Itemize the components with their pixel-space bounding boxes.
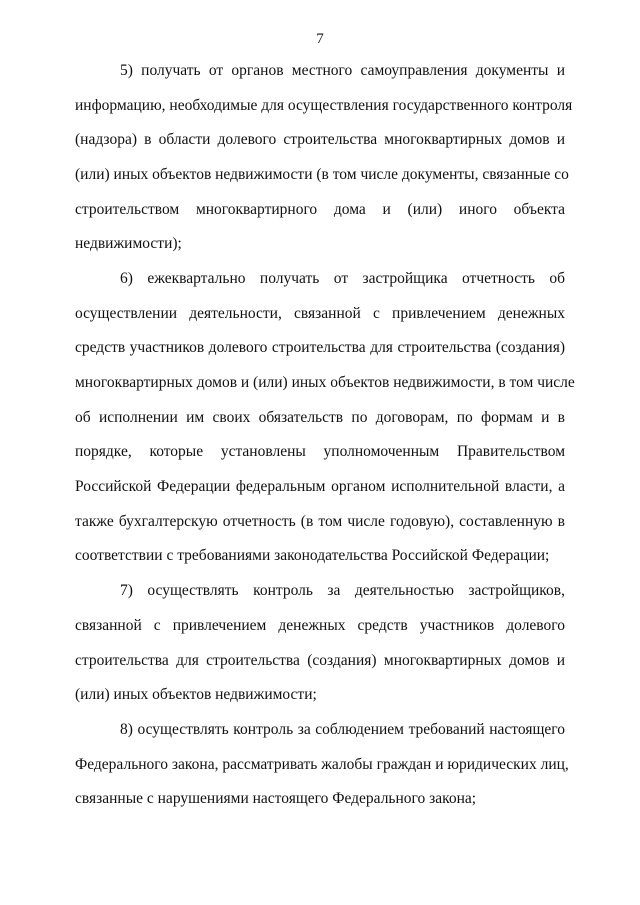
paragraph-8-line: связанные с нарушениями настоящего Федерального закона; [75,790,477,807]
paragraph-6-line: многоквартирных домов и (или) иных объектов недвижимости, в том числе [75,374,575,391]
paragraph-6-line: Российской Федерации федеральным органом исполнительной власти, а [75,478,565,495]
paragraph-6-line: соответствии с требованиями законодательства Российской Федерации; [75,547,550,564]
paragraph-5-line: (надзора) в области долевого строительства многоквартирных домов и [75,131,565,148]
paragraph-6-line: порядке, которые установлены уполномоченным Правительством [75,443,565,460]
paragraph-7-line: (или) иных объектов недвижимости; [75,686,317,703]
paragraph-5-line: недвижимости); [75,235,182,252]
paragraph-7-line: строительства для строительства (создания) многоквартирных домов и [75,652,565,669]
paragraph-6-line: также бухгалтерскую отчетность (в том числе годовую), составленную в [75,513,565,530]
paragraph-7-line: 7) осуществлять контроль за деятельностью застройщиков, [120,582,565,599]
paragraph-8-line: 8) осуществлять контроль за соблюдением требований настоящего [120,721,565,738]
paragraph-7-line: связанной с привлечением денежных средств участников долевого [75,617,565,634]
paragraph-5-line: информацию, необходимые для осуществления государственного контроля [75,97,573,114]
paragraph-6-line: 6) ежеквартально получать от застройщика отчетность об [120,270,565,287]
paragraph-6-line: осуществлении деятельности, связанной с привлечением денежных [75,305,565,322]
paragraph-5-line: 5) получать от органов местного самоуправления документы и [120,62,565,79]
paragraph-5-line: строительством многоквартирного дома и (или) иного объекта [75,201,565,218]
paragraph-5-line: (или) иных объектов недвижимости (в том числе документы, связанные со [75,166,569,183]
page-number: 7 [316,31,324,47]
paragraph-6-line: об исполнении им своих обязательств по договорам, по формам и в [75,409,565,426]
paragraph-8-line: Федерального закона, рассматривать жалобы граждан и юридических лиц, [75,756,569,773]
paragraph-6-line: средств участников долевого строительства для строительства (создания) [75,339,565,356]
